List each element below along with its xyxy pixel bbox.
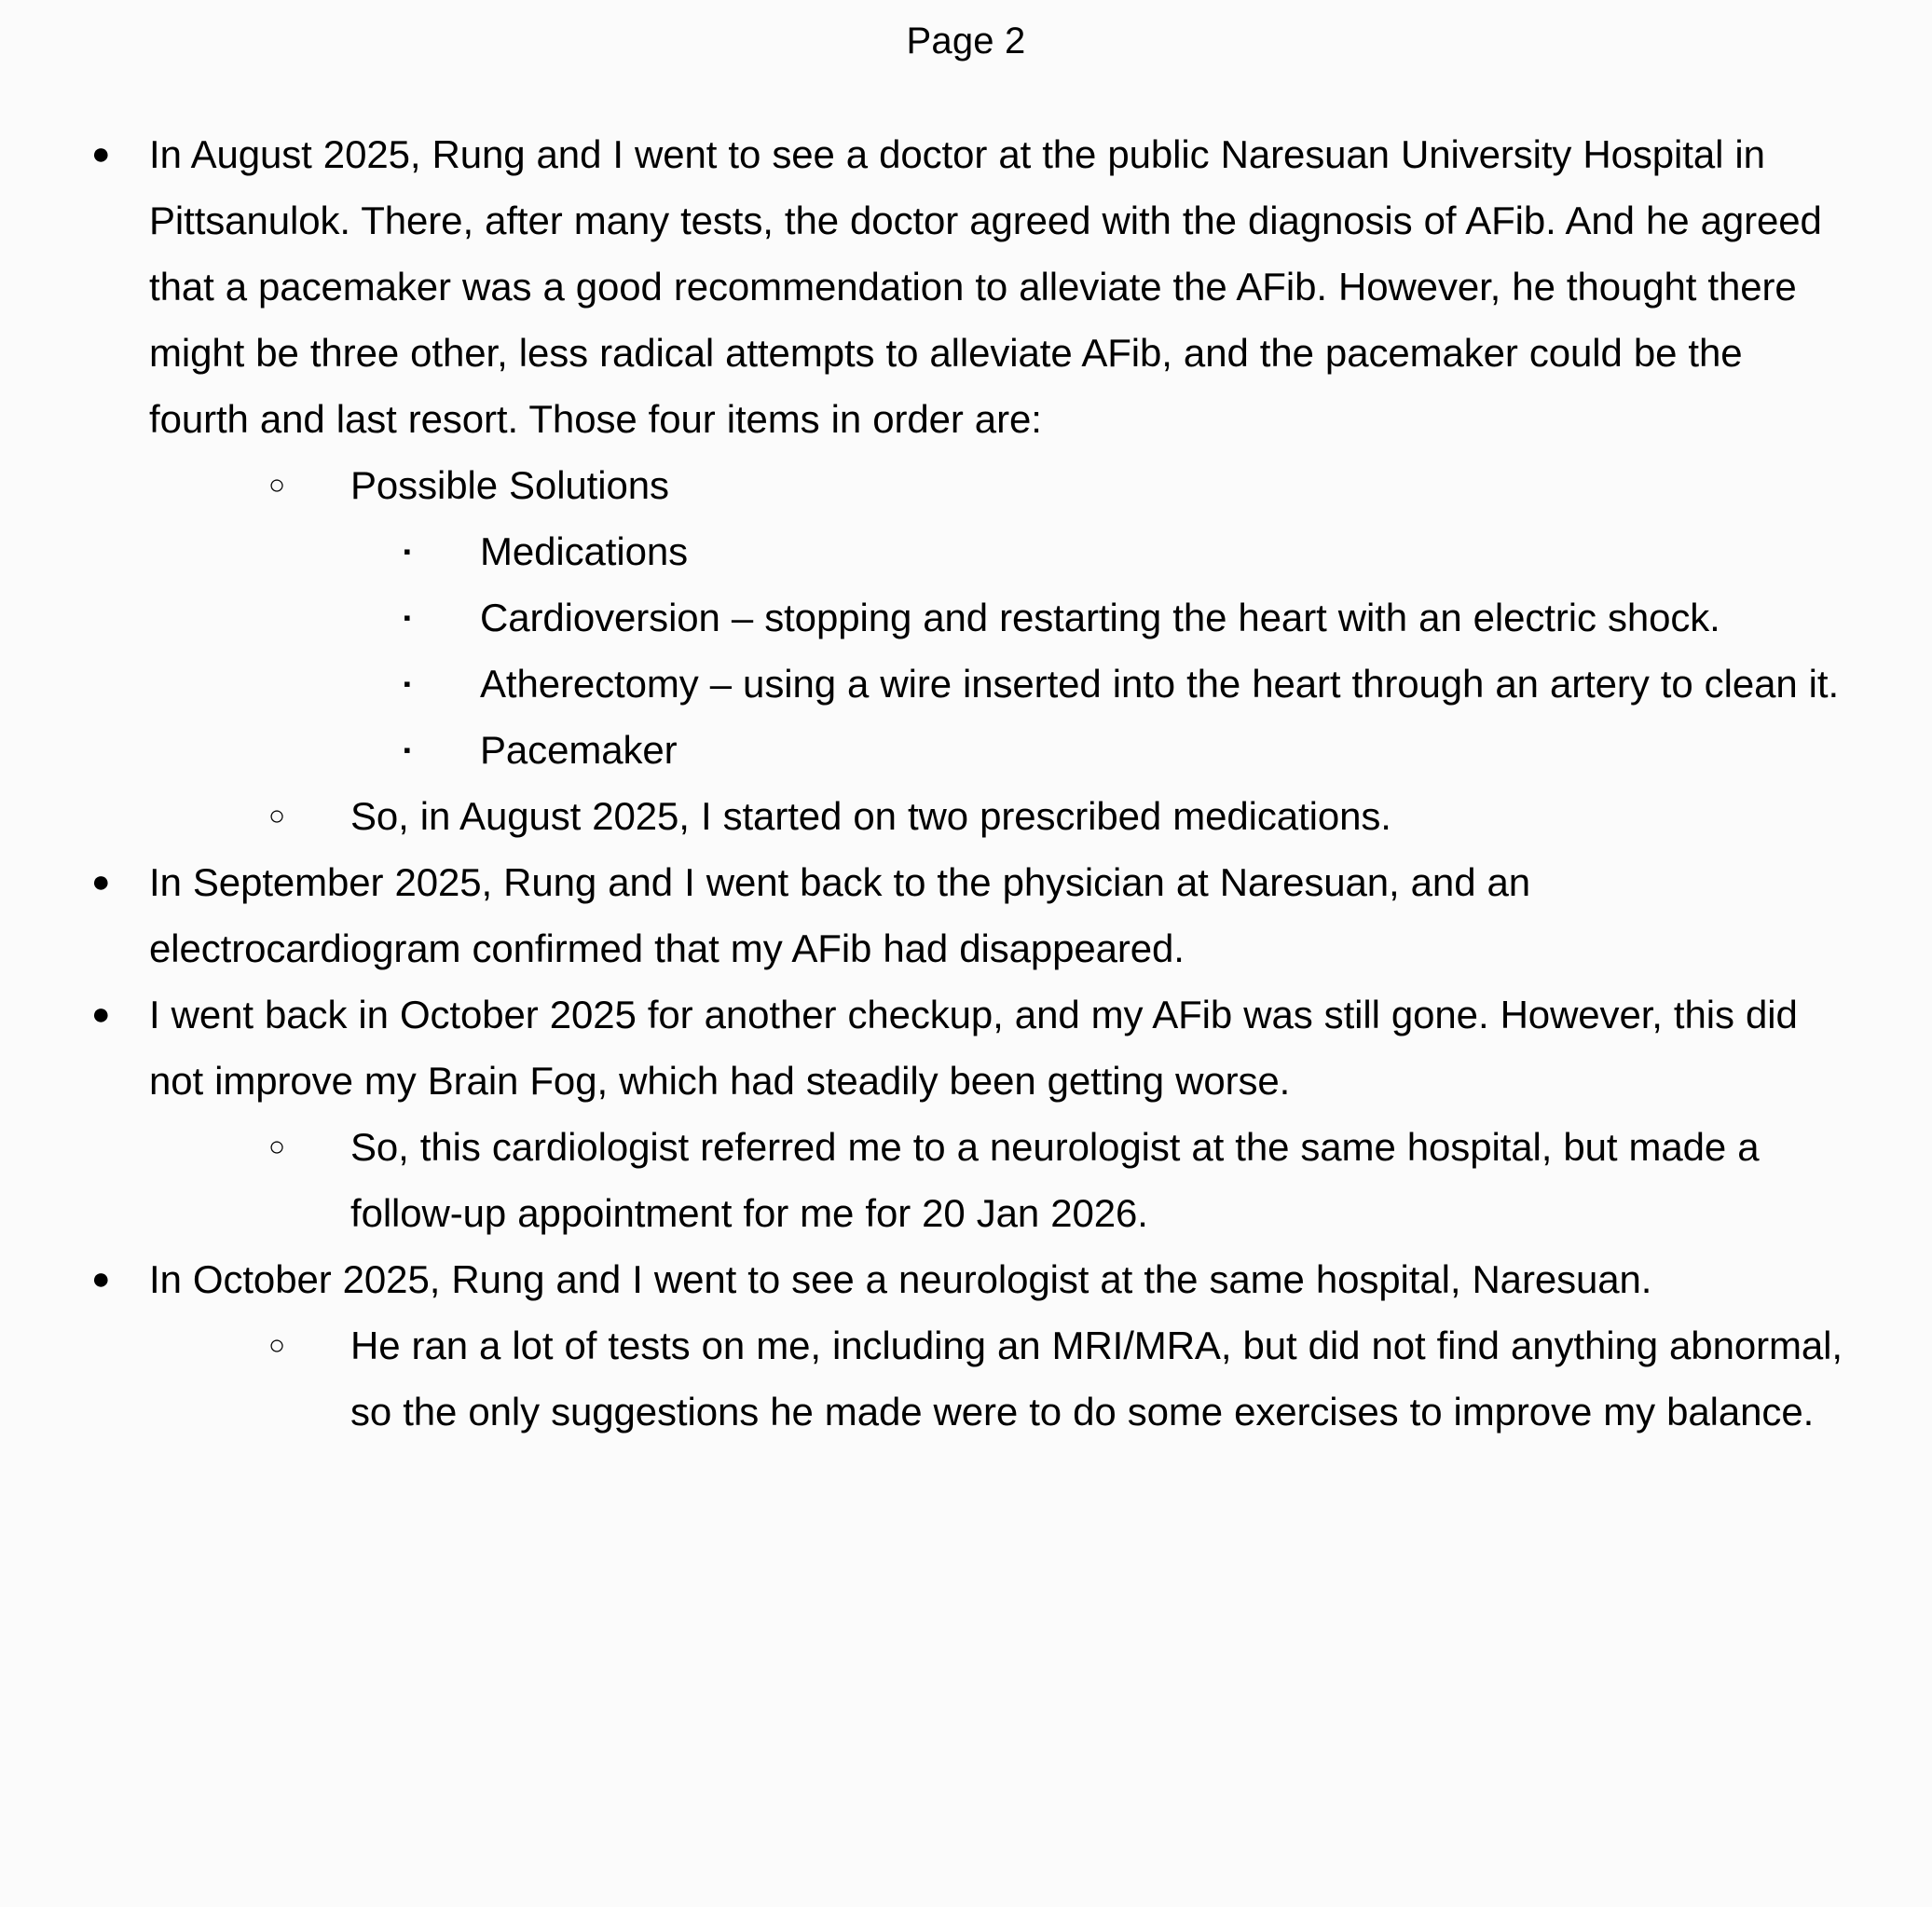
list-item-text: He ran a lot of tests on me, including an MRI/MRA, but did not find anything abnormal, so the only suggestions he made were to do some exercises to improve my balance. xyxy=(350,1324,1843,1434)
list-item-text: In August 2025, Rung and I went to see a doctor at the public Naresuan University Hospital in Pittsanulok. There, after many tests, the doctor agreed with the diagnosis of AFib. And he agreed that a pacemaker was a good recommendation to alleviate the AFib. However, he thought there might be three other, less radical attempts to alleviate AFib, and the pacemaker could be the fourth and last resort. Those four items in order are: xyxy=(149,132,1822,441)
list-item xyxy=(0,121,1932,452)
list-item xyxy=(0,783,1932,849)
bullet-square-icon xyxy=(404,717,480,783)
list-item-text: Cardioversion – stopping and restarting the heart with an electric shock. xyxy=(480,596,1720,639)
list-item xyxy=(0,849,1932,981)
document-body xyxy=(0,121,1932,1445)
list-item xyxy=(0,518,1932,584)
bullet-circle-icon xyxy=(268,452,350,518)
list-item xyxy=(0,452,1932,518)
bullet-circle-icon xyxy=(268,1114,350,1180)
list-item-text: So, this cardiologist referred me to a neurologist at the same hospital, but made a follow-up appointment for me for 20 Jan 2026. xyxy=(350,1125,1760,1235)
bullet-circle-icon xyxy=(268,783,350,849)
list-item-text: Possible Solutions xyxy=(350,463,669,507)
list-item-text: I went back in October 2025 for another checkup, and my AFib was still gone. However, this did not improve my Brain Fog, which had steadily been getting worse. xyxy=(149,993,1798,1103)
list-item xyxy=(0,1312,1932,1445)
page-header: Page 2 xyxy=(906,21,1026,62)
list-item xyxy=(0,1246,1932,1312)
list-item xyxy=(0,651,1932,717)
list-item xyxy=(0,717,1932,783)
bullet-circle-icon xyxy=(268,1312,350,1379)
list-item xyxy=(0,584,1932,651)
list-item xyxy=(0,1114,1932,1246)
list-item-text: Medications xyxy=(480,529,689,573)
bullet-square-icon xyxy=(404,518,480,584)
list-item-text: Atherectomy – using a wire inserted into the heart through an artery to clean it. xyxy=(480,662,1840,706)
bullet-square-icon xyxy=(404,651,480,717)
list-item-text: So, in August 2025, I started on two prescribed medications. xyxy=(350,794,1391,838)
list-item-text: In September 2025, Rung and I went back to the physician at Naresuan, and an electrocardiogram confirmed that my AFib had disappeared. xyxy=(149,860,1531,970)
list-item-text: In October 2025, Rung and I went to see a neurologist at the same hospital, Naresuan. xyxy=(149,1257,1652,1301)
bullet-square-icon xyxy=(404,584,480,651)
list-item xyxy=(0,981,1932,1114)
list-item-text: Pacemaker xyxy=(480,728,678,772)
